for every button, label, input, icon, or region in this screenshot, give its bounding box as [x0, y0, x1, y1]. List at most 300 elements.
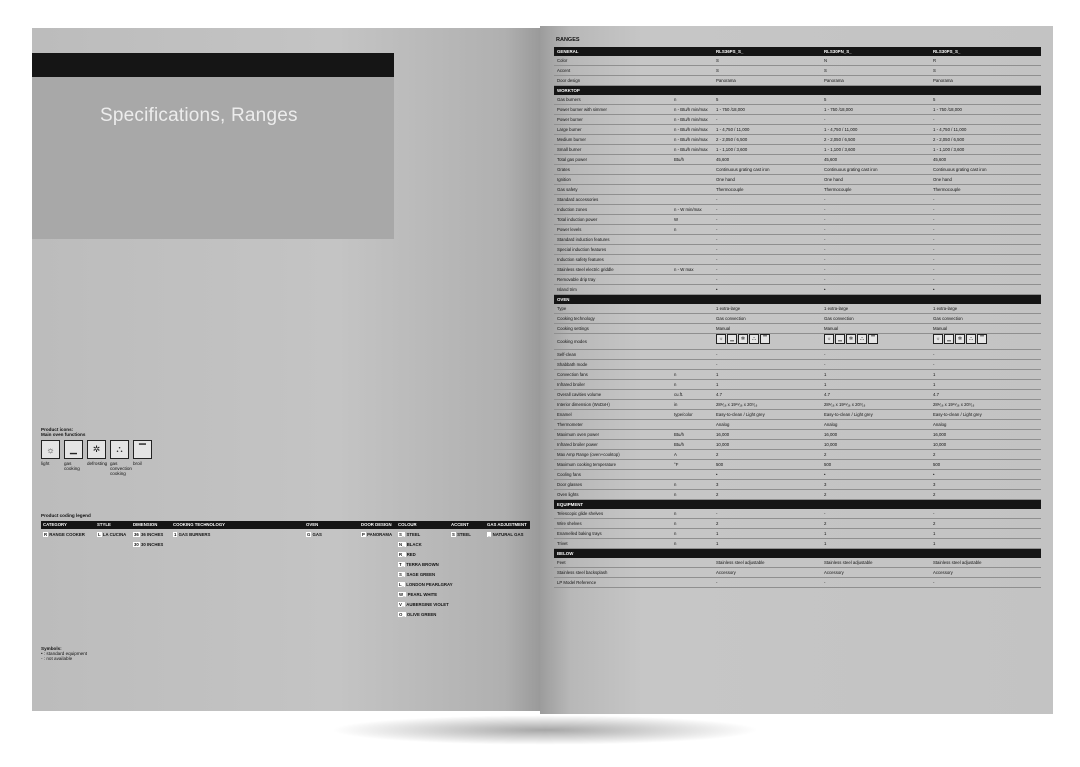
- spec-label: Max Amp Range (oven+cooktop): [557, 452, 620, 457]
- spec-label: Type: [557, 306, 567, 311]
- spec-unit: n - W max: [674, 267, 694, 272]
- spec-value: Analog: [716, 422, 730, 427]
- section-title: GENERAL: [557, 49, 579, 54]
- legend-label: BLACK: [405, 542, 422, 548]
- spec-row: [554, 390, 1041, 400]
- spec-label: Standard accessories: [557, 197, 599, 202]
- product-icons-subtitle: Main oven functions: [41, 432, 86, 438]
- spec-row: [554, 185, 1041, 195]
- spec-value: -: [933, 267, 935, 272]
- spec-value: 500: [824, 462, 832, 467]
- spec-value: -: [716, 197, 718, 202]
- spec-value: -: [716, 247, 718, 252]
- spec-value: -: [933, 207, 935, 212]
- spec-value: 16,000: [716, 432, 730, 437]
- spec-value: 4.7: [933, 392, 939, 397]
- legend-label: STEEL: [455, 532, 471, 538]
- spec-value: 1: [824, 541, 827, 546]
- spec-value: Accessory: [824, 570, 844, 575]
- legend-label: 30 INCHES: [139, 542, 164, 548]
- spec-row: [554, 324, 1041, 334]
- legend-code: 1: [174, 532, 177, 538]
- spec-value: -: [824, 267, 826, 272]
- model-header: RLS30PN_S_: [824, 49, 852, 54]
- legend-code: G: [307, 532, 311, 538]
- spec-value: Stainless steel adjustable: [933, 560, 982, 565]
- spec-value: 16,000: [933, 432, 947, 437]
- spec-value: -: [716, 257, 718, 262]
- spec-value: 10,000: [933, 442, 947, 447]
- spec-unit: type/color: [674, 412, 693, 417]
- spec-row: [554, 195, 1041, 205]
- legend-code: 30: [134, 542, 139, 548]
- spec-value: 1: [933, 541, 936, 546]
- icons-row: [41, 440, 152, 459]
- spec-value: -: [824, 117, 826, 122]
- spec-row: [554, 539, 1041, 549]
- legend-colour: [398, 552, 416, 557]
- spec-value: -: [716, 580, 718, 585]
- spec-value: 16,000: [824, 432, 838, 437]
- spec-value: One hand: [933, 177, 952, 182]
- spec-row: [554, 370, 1041, 380]
- product-icons: [41, 427, 152, 476]
- spec-value: -: [824, 237, 826, 242]
- spec-value: -: [933, 247, 935, 252]
- spec-row: [554, 285, 1041, 295]
- spec-unit: Btu/h: [674, 157, 685, 162]
- spec-value: 2: [933, 492, 936, 497]
- spec-label: Induction zones: [557, 207, 588, 212]
- spec-label: Thermometer: [557, 422, 583, 427]
- spec-unit: n: [674, 97, 677, 102]
- spec-value: Accessory: [933, 570, 953, 575]
- spec-label: Cooling fans: [557, 472, 581, 477]
- legend-label: 36 INCHES: [139, 532, 164, 538]
- model-header: RLS30PS_S_: [933, 49, 961, 54]
- legend-label: NATURAL GAS: [491, 532, 524, 538]
- spec-value: 2: [933, 521, 936, 526]
- legend-header: GAS ADJUSTMENT: [487, 522, 527, 528]
- section-header-worktop: [554, 86, 1041, 95]
- legend-label: RED: [405, 552, 416, 558]
- spec-unit: n: [674, 492, 677, 497]
- spec-value: 1 - 750 /18,000: [716, 107, 745, 112]
- spec-label: Cooking settings: [557, 326, 589, 331]
- spec-label: Accent: [557, 68, 571, 73]
- spec-value: Analog: [824, 422, 838, 427]
- spec-value: 28⁵⁄₁₆ x 19¹¹⁄₁₆ x 20⁷⁄₁₆: [933, 402, 975, 407]
- spec-label: Large burner: [557, 127, 582, 132]
- spec-row: [554, 410, 1041, 420]
- spec-label: Cooking technology: [557, 316, 595, 321]
- spec-value: 1: [716, 372, 719, 377]
- spec-value: One hand: [824, 177, 843, 182]
- legend-label: LA CUCINA: [101, 532, 127, 538]
- spec-value: •: [824, 287, 826, 292]
- spec-unit: n: [674, 382, 677, 387]
- legend-code: L: [98, 532, 101, 538]
- product-icons-title: Product icons:: [41, 427, 74, 432]
- spec-value: Gas convection: [716, 316, 746, 321]
- symbols-title: Symbols:: [41, 646, 62, 651]
- spec-value: -: [824, 277, 826, 282]
- spec-value: -: [824, 580, 826, 585]
- spec-value: -: [716, 117, 718, 122]
- spec-value: •: [716, 472, 718, 477]
- spec-row: [554, 175, 1041, 185]
- spec-row: [554, 568, 1041, 578]
- broil-icon: ▔: [868, 334, 878, 344]
- spec-value: •: [933, 472, 935, 477]
- spec-value: S: [933, 68, 936, 73]
- gas-cooking-icon: ▁: [944, 334, 954, 344]
- spec-label: Standard induction features: [557, 237, 610, 242]
- legend-colour: [398, 612, 436, 617]
- spec-row: [554, 334, 1041, 350]
- spec-value: 3: [824, 482, 827, 487]
- spec-label: Enamel: [557, 412, 572, 417]
- spec-label: Color: [557, 58, 568, 63]
- spec-unit: n: [674, 541, 677, 546]
- legend-oven: [306, 532, 322, 537]
- spec-label: Enamelled baking trays: [557, 531, 602, 536]
- spec-value: •: [933, 287, 935, 292]
- spec-value: -: [824, 217, 826, 222]
- spec-value: 10,000: [716, 442, 730, 447]
- spec-value: N: [824, 58, 828, 63]
- spec-value: -: [933, 117, 935, 122]
- defrosting-icon: ✲: [955, 334, 965, 344]
- legend-header: COOKING TECHNOLOGY: [173, 522, 226, 528]
- spec-unit: n - Btu/h min/max: [674, 127, 708, 132]
- spec-value: -: [824, 207, 826, 212]
- spec-row: [554, 255, 1041, 265]
- spec-value: 3: [933, 482, 936, 487]
- spec-row: [554, 480, 1041, 490]
- spec-unit: °F: [674, 462, 679, 467]
- legend-dimension: [133, 542, 163, 547]
- spec-value: 2: [824, 492, 827, 497]
- spec-row: [554, 450, 1041, 460]
- spec-value: 2 - 2,050 / 6,500: [716, 137, 748, 142]
- legend-dimension: [133, 532, 163, 537]
- spec-value: S: [716, 68, 719, 73]
- spec-label: LP Model Reference: [557, 580, 597, 585]
- spec-value: Stainless steel adjustable: [716, 560, 765, 565]
- section-header-general: [554, 47, 1041, 56]
- gas-cooking-icon: ▁: [727, 334, 737, 344]
- spec-row: [554, 509, 1041, 519]
- spec-row: [554, 165, 1041, 175]
- spec-value: 500: [933, 462, 941, 467]
- legend-label: STEEL: [405, 532, 421, 538]
- legend-code: N_: [399, 542, 405, 548]
- spec-row: [554, 225, 1041, 235]
- spec-row: [554, 470, 1041, 480]
- spec-value: 1 extra-large: [824, 306, 849, 311]
- spec-value: Panorama: [824, 78, 844, 83]
- spec-label: Induction safety features: [557, 257, 604, 262]
- left-page: [32, 28, 540, 711]
- section-header-equipment: [554, 500, 1041, 509]
- legend-accent: [451, 532, 471, 537]
- legend-technology: [173, 532, 210, 537]
- spec-row: [554, 56, 1041, 66]
- legend-header: STYLE: [97, 522, 111, 528]
- spec-value: 1 - 4,750 / 11,000: [933, 127, 967, 132]
- legend-colour: [398, 532, 420, 537]
- spec-row: [554, 245, 1041, 255]
- spec-value: 1 - 750 /18,000: [824, 107, 853, 112]
- page-title: Specifications, Ranges: [100, 105, 298, 126]
- spec-row: [554, 95, 1041, 105]
- gas-convection-icon: ⛬: [966, 334, 976, 344]
- spec-row: [554, 314, 1041, 324]
- spec-value: -: [824, 362, 826, 367]
- spec-label: Interior dimension (WxDxH): [557, 402, 610, 407]
- section-header-below: [554, 549, 1041, 558]
- spec-value: 45,600: [824, 157, 838, 162]
- spec-label: Self-clean: [557, 352, 577, 357]
- spec-value: Easy-to-clean / Light grey: [824, 412, 873, 417]
- spec-row: [554, 558, 1041, 568]
- spec-row: [554, 76, 1041, 86]
- spec-unit: n: [674, 227, 677, 232]
- spec-unit: Btu/h: [674, 442, 685, 447]
- legend-colour: [398, 602, 449, 607]
- legend-header: COLOUR: [398, 522, 417, 528]
- legend-style: [97, 532, 126, 537]
- gas-cooking-icon: ▁: [64, 440, 83, 459]
- spec-value: Manual: [933, 326, 948, 331]
- section-title: OVEN: [557, 297, 570, 302]
- spec-value: -: [716, 511, 718, 516]
- legend-header: ACCENT: [451, 522, 469, 528]
- spec-value: 4.7: [716, 392, 722, 397]
- spec-row: [554, 265, 1041, 275]
- legend-label: OLIVE GREEN: [405, 612, 437, 618]
- legend-header: DIMENSION: [133, 522, 158, 528]
- spec-value: 2: [933, 452, 936, 457]
- spec-value: -: [824, 197, 826, 202]
- spec-label: Maximum oven power: [557, 432, 600, 437]
- spec-unit: W: [674, 217, 679, 222]
- spec-value: 28⁵⁄₁₆ x 19¹¹⁄₁₆ x 20⁷⁄₁₆: [716, 402, 758, 407]
- legend-code: R: [44, 532, 48, 538]
- legend-header: CATEGORY: [43, 522, 67, 528]
- spec-value: 1: [716, 382, 719, 387]
- spec-value: Panorama: [933, 78, 953, 83]
- spec-label: Total induction power: [557, 217, 598, 222]
- spec-value: 10,000: [824, 442, 838, 447]
- spec-label: Stainless steel backsplash: [557, 570, 608, 575]
- spec-row: [554, 490, 1041, 500]
- spec-row: [554, 235, 1041, 245]
- broil-icon: ▔: [133, 440, 152, 459]
- spec-unit: n: [674, 511, 677, 516]
- spec-label: Convection fans: [557, 372, 588, 377]
- spec-unit: n: [674, 482, 677, 487]
- spec-label: Feet: [557, 560, 566, 565]
- spec-value: 1: [933, 531, 936, 536]
- spec-value: 1: [824, 372, 827, 377]
- spec-label: Total gas power: [557, 157, 588, 162]
- spec-value: Panorama: [716, 78, 736, 83]
- spec-unit: Btu/h: [674, 432, 685, 437]
- spec-value: -: [824, 511, 826, 516]
- legend-label: GAS BURNERS: [177, 532, 211, 538]
- spec-unit: n: [674, 372, 677, 377]
- cooking-mode-icons: [933, 334, 987, 344]
- spec-unit: n: [674, 521, 677, 526]
- spec-value: •: [716, 287, 718, 292]
- spec-value: -: [933, 217, 935, 222]
- gas-convection-icon: ⛬: [749, 334, 759, 344]
- spec-unit: cu.ft.: [674, 392, 684, 397]
- spec-value: 1: [933, 382, 936, 387]
- legend-gas: [487, 532, 523, 537]
- spec-value: 3: [716, 482, 719, 487]
- icon-label: gas convection cooking: [110, 461, 132, 477]
- legend-header-bar: [41, 521, 530, 529]
- spec-value: Stainless steel adjustable: [824, 560, 873, 565]
- spec-label: Door glasses: [557, 482, 583, 487]
- spec-label: Infrared broiler: [557, 382, 585, 387]
- spec-row: [554, 420, 1041, 430]
- spec-value: 5: [824, 97, 827, 102]
- spec-label: Power levels: [557, 227, 582, 232]
- legend-label: PEARL WHITE: [406, 592, 438, 598]
- model-header: RLS36PS_S_: [716, 49, 744, 54]
- spec-value: -: [716, 352, 718, 357]
- legend-code: S_: [399, 532, 405, 538]
- spec-label: Cooking modes: [557, 339, 587, 344]
- legend-colour: [398, 562, 439, 567]
- spec-table: [554, 47, 1041, 588]
- legend-header: DOOR DESIGN: [361, 522, 392, 528]
- spec-value: Thermocouple: [933, 187, 961, 192]
- legend-code: S_: [399, 572, 405, 578]
- spec-unit: n - Btu/h min/max: [674, 147, 708, 152]
- gas-cooking-icon: ▁: [835, 334, 845, 344]
- legend-label: LONDON PEARLGRAY: [405, 582, 453, 588]
- spec-value: 2 - 2,050 / 6,500: [824, 137, 856, 142]
- spec-value: Thermocouple: [824, 187, 852, 192]
- spec-value: -: [824, 352, 826, 357]
- spec-value: -: [933, 227, 935, 232]
- spec-label: Maximum cooking temperature: [557, 462, 616, 467]
- spec-row: [554, 115, 1041, 125]
- spec-value: Manual: [716, 326, 731, 331]
- light-icon: ☼: [716, 334, 726, 344]
- spec-row: [554, 460, 1041, 470]
- spec-value: 45,600: [716, 157, 730, 162]
- spec-unit: n - Btu/h min/max: [674, 117, 708, 122]
- spec-value: 2 - 2,050 / 6,500: [933, 137, 965, 142]
- spec-value: 1 - 1,100 / 3,600: [933, 147, 965, 152]
- spec-row: [554, 125, 1041, 135]
- spec-value: -: [933, 352, 935, 357]
- legend-colour: [398, 542, 422, 547]
- legend-label: GAS: [311, 532, 322, 538]
- spec-row: [554, 145, 1041, 155]
- spec-label: Gas safety: [557, 187, 578, 192]
- spec-label: Overall cavities volume: [557, 392, 602, 397]
- gas-convection-icon: ⛬: [110, 440, 129, 459]
- spec-row: [554, 529, 1041, 539]
- legend-colour: [398, 572, 435, 577]
- spec-value: 45,600: [933, 157, 947, 162]
- spec-value: -: [716, 277, 718, 282]
- spec-label: Ignition: [557, 177, 571, 182]
- legend-title: Product coding legend: [41, 513, 91, 518]
- spec-row: [554, 105, 1041, 115]
- spec-row: [554, 205, 1041, 215]
- legend-label: PANORAMA: [365, 532, 393, 538]
- legend-category: [43, 532, 85, 537]
- spec-label: Grates: [557, 167, 570, 172]
- spec-label: Power burner: [557, 117, 583, 122]
- legend-code: R_: [399, 552, 405, 558]
- spec-label: Oven lights: [557, 492, 579, 497]
- legend-header: OVEN: [306, 522, 319, 528]
- spec-unit: in: [674, 402, 678, 407]
- spec-label: Special induction features: [557, 247, 607, 252]
- light-icon: ☼: [933, 334, 943, 344]
- legend-label: RANGE COOKER: [48, 532, 85, 538]
- symbol-not-available: - : not available: [41, 656, 73, 662]
- legend-code: L_: [399, 582, 405, 588]
- right-page: [540, 26, 1053, 714]
- spec-value: R: [933, 58, 937, 63]
- spec-value: -: [824, 257, 826, 262]
- legend-code: _: [488, 532, 491, 538]
- spec-value: 1 extra-large: [933, 306, 958, 311]
- spec-label: Door design: [557, 78, 581, 83]
- spec-row: [554, 400, 1041, 410]
- spec-row: [554, 440, 1041, 450]
- icon-labels: [41, 461, 152, 476]
- spec-value: -: [824, 247, 826, 252]
- spec-value: 1 - 1,100 / 3,600: [716, 147, 748, 152]
- legend-colour: [398, 592, 437, 597]
- spec-row: [554, 350, 1041, 360]
- spec-value: -: [933, 197, 935, 202]
- spec-row: [554, 155, 1041, 165]
- spec-value: -: [933, 511, 935, 516]
- defrosting-icon: ✲: [87, 440, 106, 459]
- spec-label: Power burner with simmer: [557, 107, 607, 112]
- legend-label: AUBERGINE VIOLET: [405, 602, 449, 608]
- defrosting-icon: ✲: [738, 334, 748, 344]
- legend-code: O_: [399, 612, 405, 618]
- spec-value: 1 - 4,750 / 11,000: [716, 127, 750, 132]
- spec-value: 2: [716, 452, 719, 457]
- spec-unit: n - Btu/h min/max: [674, 137, 708, 142]
- spec-value: -: [716, 237, 718, 242]
- section-header-oven: [554, 295, 1041, 304]
- spec-value: 1: [824, 382, 827, 387]
- cooking-mode-icons: [824, 334, 878, 344]
- spec-row: [554, 519, 1041, 529]
- spec-value: Thermocouple: [716, 187, 744, 192]
- gas-convection-icon: ⛬: [857, 334, 867, 344]
- spec-value: 2: [716, 492, 719, 497]
- spec-value: Analog: [933, 422, 947, 427]
- section-title: WORKTOP: [557, 88, 580, 93]
- spec-value: S: [824, 68, 827, 73]
